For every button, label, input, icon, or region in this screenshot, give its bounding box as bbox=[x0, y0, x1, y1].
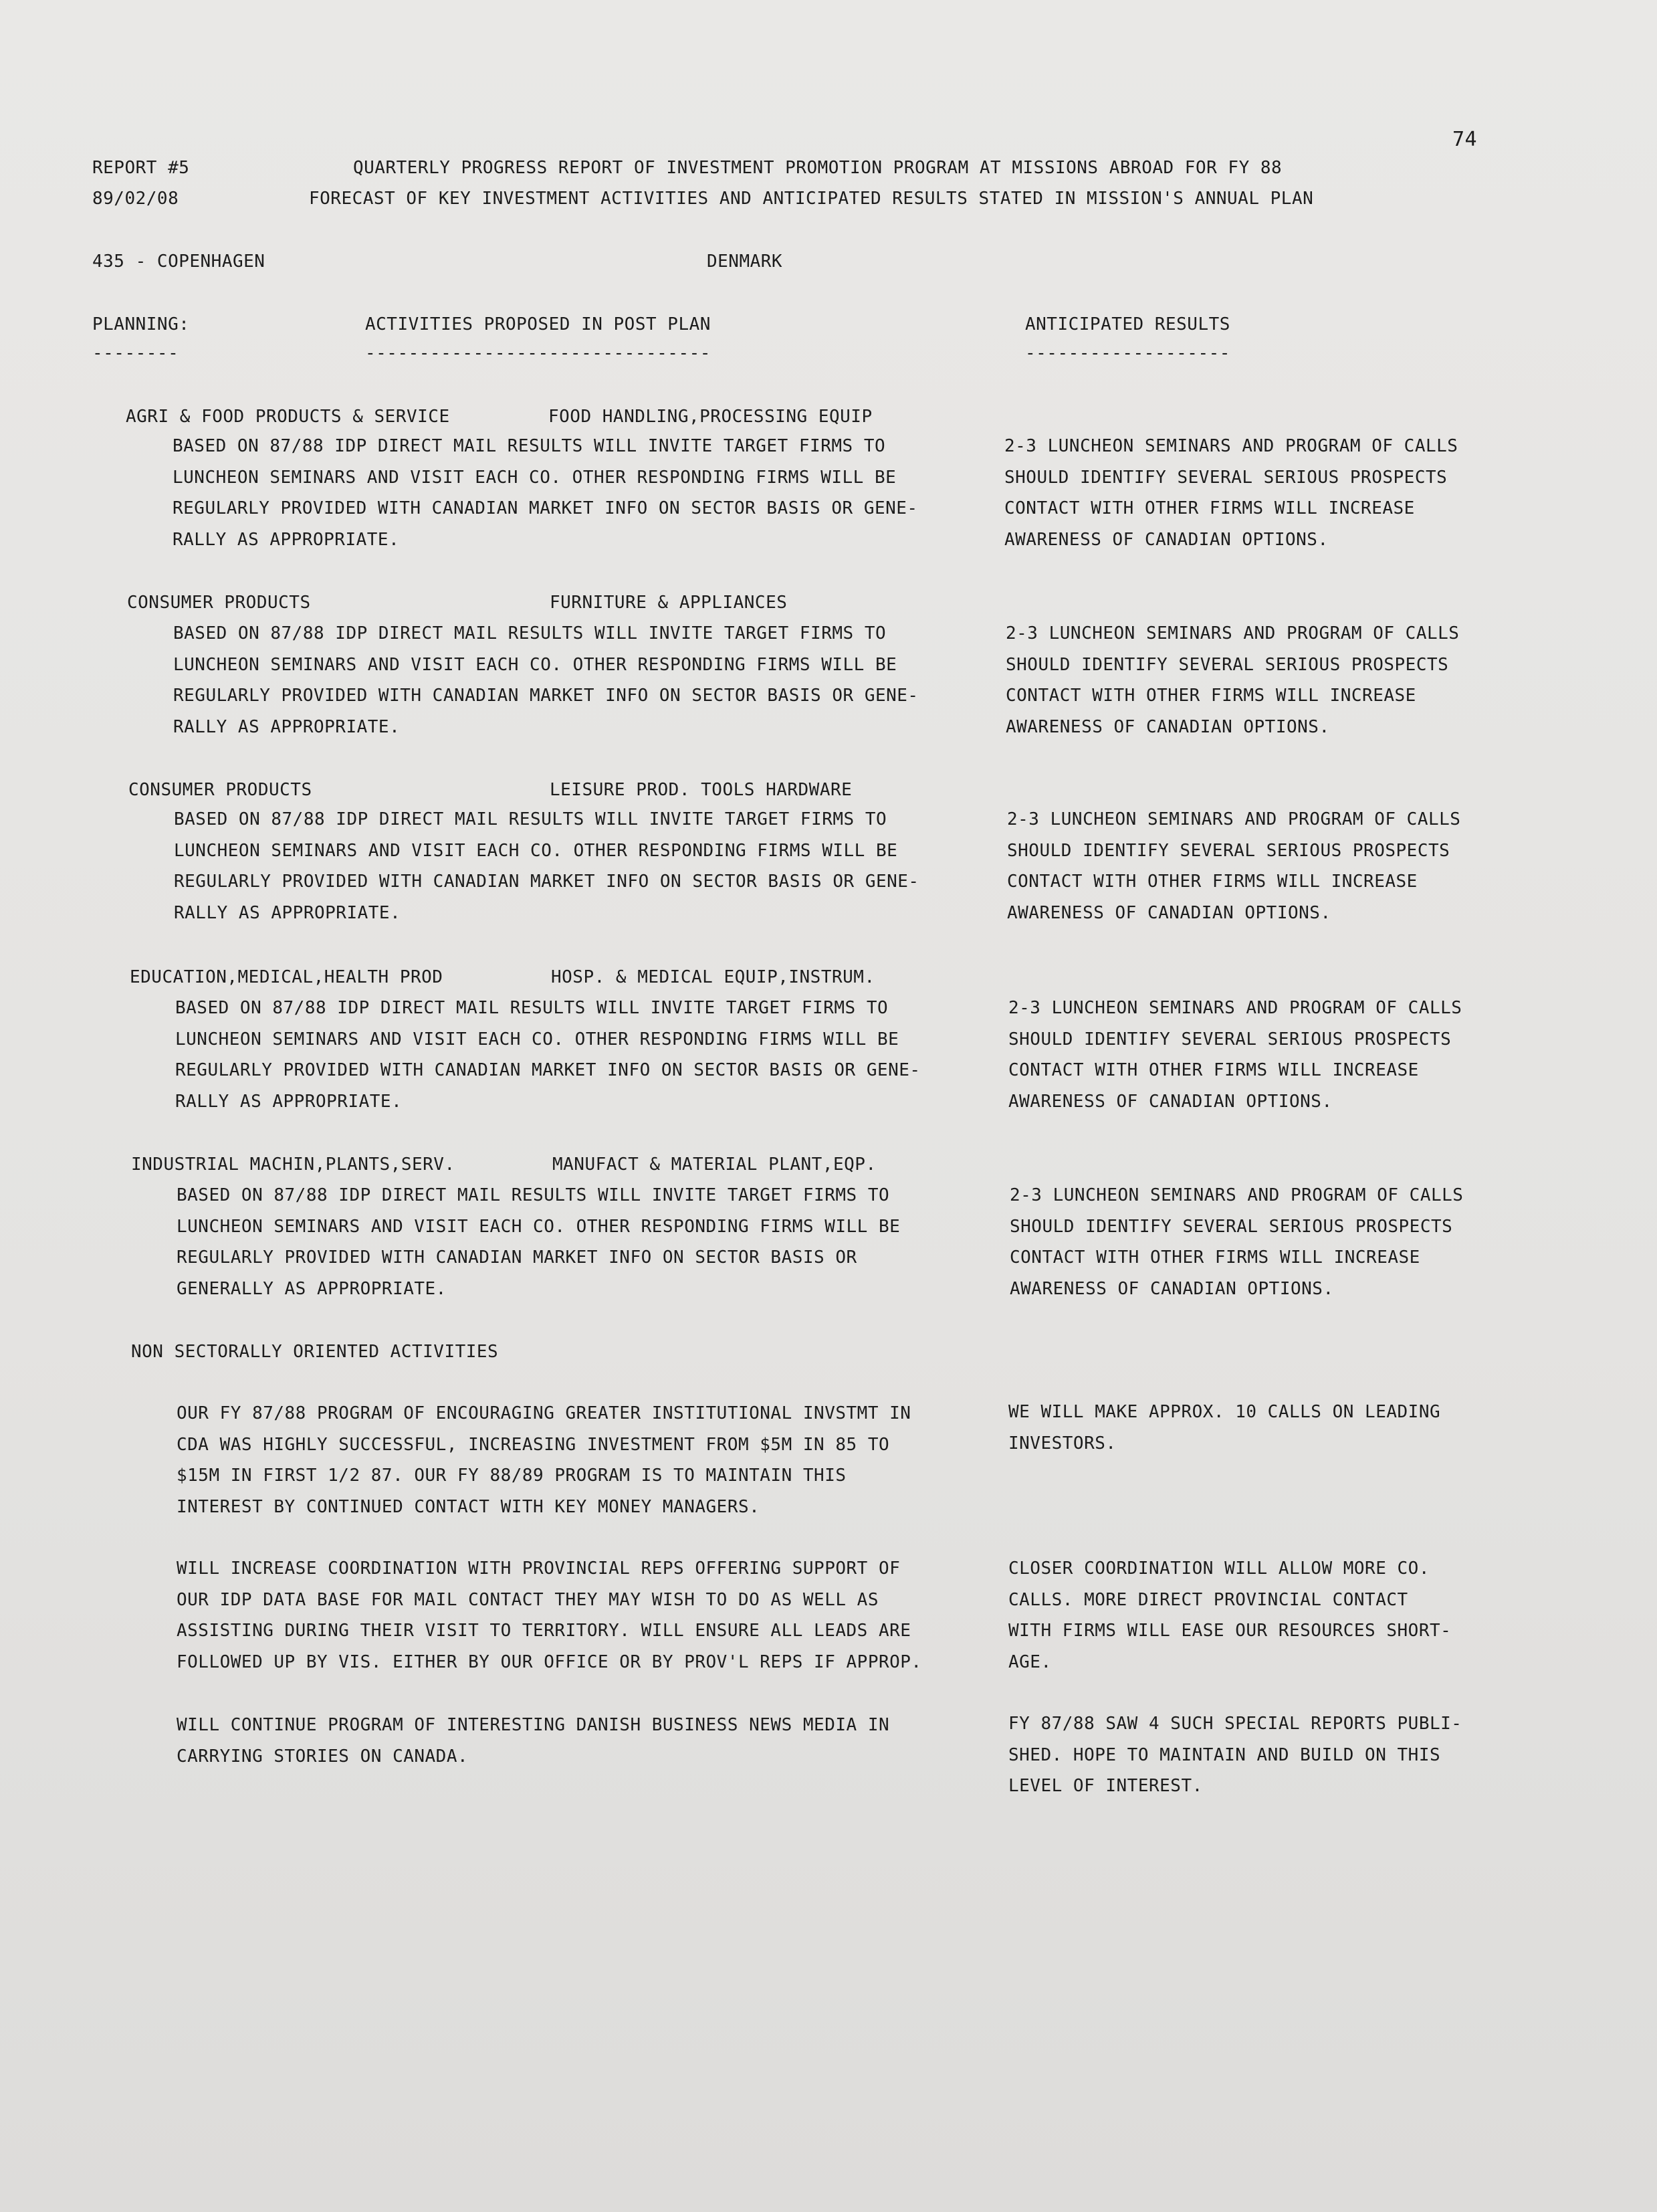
subsector-name: MANUFACT & MATERIAL PLANT,EQP. bbox=[552, 1154, 877, 1175]
result-text: 2-3 LUNCHEON SEMINARS AND PROGRAM OF CALLS SHOULD IDENTIFY SEVERAL SERIOUS PROSPECTS CONTACT WITH OTHER FIRMS WILL INCREASE AWARENESS OF CANADIAN OPTIONS. bbox=[1008, 998, 1462, 1112]
result-text: 2-3 LUNCHEON SEMINARS AND PROGRAM OF CALLS SHOULD IDENTIFY SEVERAL SERIOUS PROSPECTS CONTACT WITH OTHER FIRMS WILL INCREASE AWARENESS OF CANADIAN OPTIONS. bbox=[1006, 623, 1460, 737]
result-text: WE WILL MAKE APPROX. 10 CALLS ON LEADING INVESTORS. bbox=[1008, 1402, 1441, 1453]
sector-name: INDUSTRIAL MACHIN,PLANTS,SERV. bbox=[131, 1154, 455, 1175]
results-column-header: ANTICIPATED RESULTS bbox=[1025, 314, 1230, 334]
sector-name: CONSUMER PRODUCTS bbox=[128, 780, 312, 800]
activities-column-header: ACTIVITIES PROPOSED IN POST PLAN bbox=[365, 314, 711, 334]
activity-text: BASED ON 87/88 IDP DIRECT MAIL RESULTS WILL INVITE TARGET FIRMS TO LUNCHEON SEMINARS AND VISIT EACH CO. OTHER RESPONDING FIRMS WILL BE REGULARLY PROVIDED WITH CANADIAN MARKET INFO ON SECTOR BASIS OR GENE- RALLY AS APPROPRIATE. bbox=[173, 623, 919, 737]
results-rule: ------------------- bbox=[1025, 343, 1230, 363]
subsector-name: FURNITURE & APPLIANCES bbox=[550, 593, 788, 613]
subsector-name: LEISURE PROD. TOOLS HARDWARE bbox=[550, 780, 853, 800]
report-title-line1: QUARTERLY PROGRESS REPORT OF INVESTMENT PROMOTION PROGRAM AT MISSIONS ABROAD FOR FY 88 bbox=[353, 158, 1283, 178]
page-number: 74 bbox=[1452, 128, 1478, 151]
sector-name: EDUCATION,MEDICAL,HEALTH PROD bbox=[130, 967, 443, 987]
subsector-name: HOSP. & MEDICAL EQUIP,INSTRUM. bbox=[551, 967, 875, 987]
sector-name: CONSUMER PRODUCTS bbox=[127, 593, 311, 613]
activity-text: WILL CONTINUE PROGRAM OF INTERESTING DANISH BUSINESS NEWS MEDIA IN CARRYING STORIES ON CANADA. bbox=[177, 1715, 890, 1767]
result-text: 2-3 LUNCHEON SEMINARS AND PROGRAM OF CALLS SHOULD IDENTIFY SEVERAL SERIOUS PROSPECTS CONTACT WITH OTHER FIRMS WILL INCREASE AWARENESS OF CANADIAN OPTIONS. bbox=[1007, 809, 1461, 923]
result-text: FY 87/88 SAW 4 SUCH SPECIAL REPORTS PUBLI- SHED. HOPE TO MAINTAIN AND BUILD ON THIS LEVEL OF INTEREST. bbox=[1008, 1714, 1462, 1796]
activities-rule: -------------------------------- bbox=[365, 343, 711, 363]
report-date: 89/02/08 bbox=[92, 189, 179, 209]
report-number: REPORT #5 bbox=[92, 158, 190, 178]
sector-name: AGRI & FOOD PRODUCTS & SERVICE bbox=[126, 407, 450, 427]
result-text: 2-3 LUNCHEON SEMINARS AND PROGRAM OF CALLS SHOULD IDENTIFY SEVERAL SERIOUS PROSPECTS CONTACT WITH OTHER FIRMS WILL INCREASE AWARENESS OF CANADIAN OPTIONS. bbox=[1004, 436, 1458, 550]
post-name: 435 - COPENHAGEN bbox=[92, 252, 265, 272]
report-title-line2: FORECAST OF KEY INVESTMENT ACTIVITIES AND ANTICIPATED RESULTS STATED IN MISSION'S ANNUAL PLAN bbox=[309, 189, 1314, 209]
result-text: CLOSER COORDINATION WILL ALLOW MORE CO. CALLS. MORE DIRECT PROVINCIAL CONTACT WITH FIRMS WILL EASE OUR RESOURCES SHORT- AGE. bbox=[1008, 1559, 1452, 1672]
subsector-name: FOOD HANDLING,PROCESSING EQUIP bbox=[548, 407, 873, 427]
result-text: 2-3 LUNCHEON SEMINARS AND PROGRAM OF CALLS SHOULD IDENTIFY SEVERAL SERIOUS PROSPECTS CONTACT WITH OTHER FIRMS WILL INCREASE AWARENESS OF CANADIAN OPTIONS. bbox=[1010, 1185, 1464, 1299]
activity-text: BASED ON 87/88 IDP DIRECT MAIL RESULTS WILL INVITE TARGET FIRMS TO LUNCHEON SEMINARS AND VISIT EACH CO. OTHER RESPONDING FIRMS WILL BE REGULARLY PROVIDED WITH CANADIAN MARKET INFO ON SECTOR BASIS OR GENERALLY AS APPROPRIATE. bbox=[177, 1185, 901, 1299]
country-name: DENMARK bbox=[707, 252, 783, 272]
activity-text: OUR FY 87/88 PROGRAM OF ENCOURAGING GREATER INSTITUTIONAL INVSTMT IN CDA WAS HIGHLY SUCCESSFUL, INCREASING INVESTMENT FROM $5M IN 85 TO $15M IN FIRST 1/2 87. OUR FY 88/89 PROGRAM IS TO MAINTAIN THIS INTEREST BY CONTINUED CONTACT WITH KEY MONEY MANAGERS. bbox=[177, 1403, 911, 1517]
activity-text: WILL INCREASE COORDINATION WITH PROVINCIAL REPS OFFERING SUPPORT OF OUR IDP DATA BASE FOR MAIL CONTACT THEY MAY WISH TO DO AS WELL AS ASSISTING DURING THEIR VISIT TO TERRITORY. WILL ENSURE ALL LEADS ARE FOLLOWED UP BY VIS. EITHER BY OUR OFFICE OR BY PROV'L REPS IF APPROP. bbox=[177, 1559, 922, 1672]
planning-rule: -------- bbox=[92, 343, 179, 363]
activity-text: BASED ON 87/88 IDP DIRECT MAIL RESULTS WILL INVITE TARGET FIRMS TO LUNCHEON SEMINARS AND VISIT EACH CO. OTHER RESPONDING FIRMS WILL BE REGULARLY PROVIDED WITH CANADIAN MARKET INFO ON SECTOR BASIS OR GENE- RALLY AS APPROPRIATE. bbox=[175, 998, 921, 1112]
non-sectoral-heading: NON SECTORALLY ORIENTED ACTIVITIES bbox=[131, 1342, 499, 1362]
planning-label: PLANNING: bbox=[92, 314, 190, 334]
activity-text: BASED ON 87/88 IDP DIRECT MAIL RESULTS WILL INVITE TARGET FIRMS TO LUNCHEON SEMINARS AND VISIT EACH CO. OTHER RESPONDING FIRMS WILL BE REGULARLY PROVIDED WITH CANADIAN MARKET INFO ON SECTOR BASIS OR GENE- RALLY AS APPROPRIATE. bbox=[173, 436, 918, 550]
activity-text: BASED ON 87/88 IDP DIRECT MAIL RESULTS WILL INVITE TARGET FIRMS TO LUNCHEON SEMINARS AND VISIT EACH CO. OTHER RESPONDING FIRMS WILL BE REGULARLY PROVIDED WITH CANADIAN MARKET INFO ON SECTOR BASIS OR GENE- RALLY AS APPROPRIATE. bbox=[174, 809, 919, 923]
